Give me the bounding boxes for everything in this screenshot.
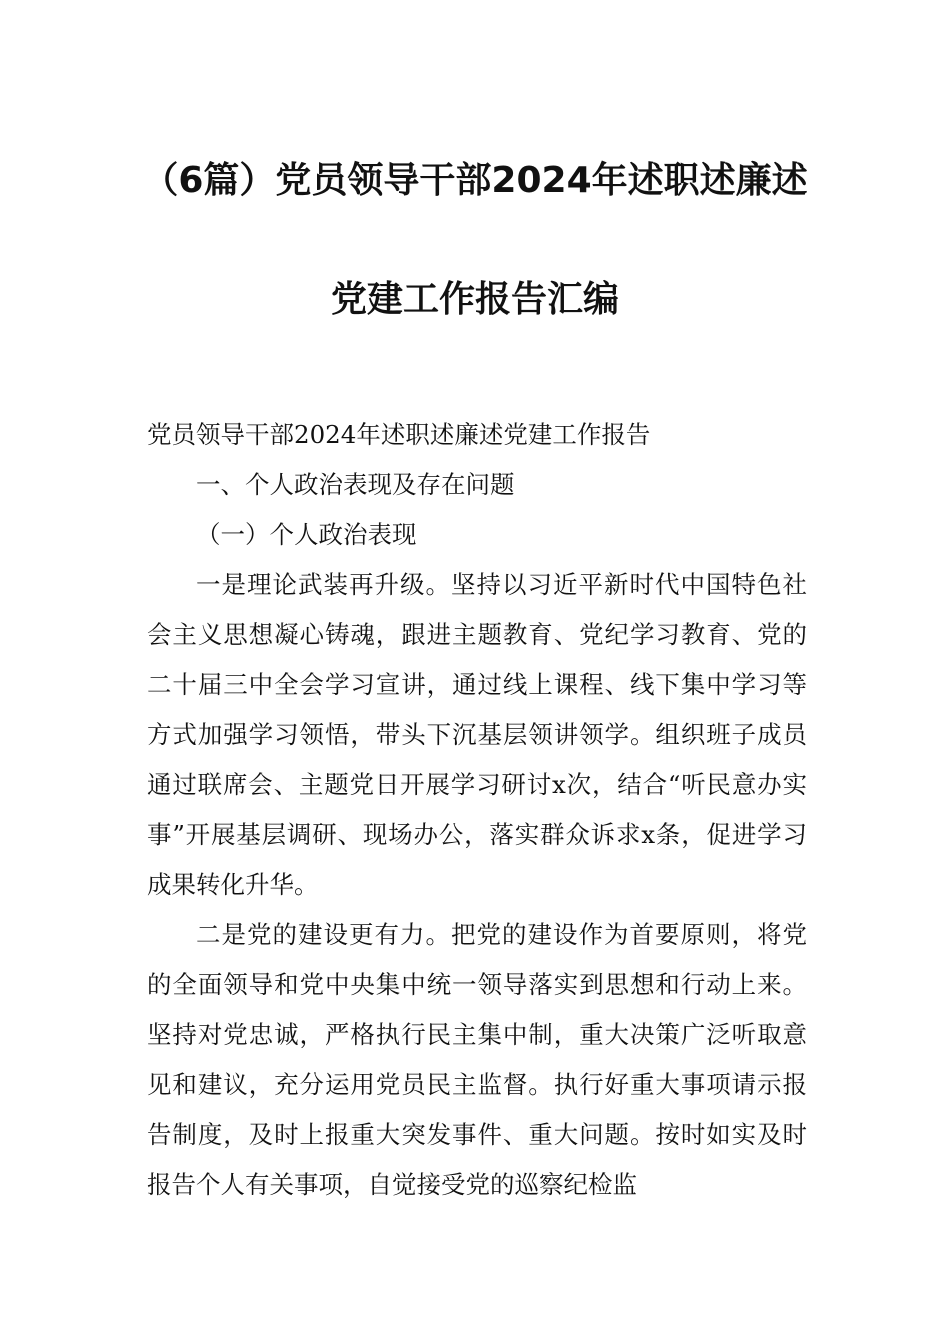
section-heading: 一、个人政治表现及存在问题 <box>196 470 515 499</box>
document-title-line-1: （6篇）党员领导干部2024年述职述廉述 <box>142 160 808 201</box>
document-title-line-2: 党建工作报告汇编 <box>330 279 619 320</box>
report-subtitle: 党员领导干部2024年述职述廉述党建工作报告 <box>147 420 651 449</box>
subsection-heading: （一）个人政治表现 <box>196 520 417 549</box>
body-paragraph-1: 一是理论武装再升级。坚持以习近平新时代中国特色社会主义思想凝心铸魂，跟进主题教育、党纪学习教育、党的二十届三中全会学习宣讲，通过线上课程、线下集中学习等方式加强学习领悟，带头下沉基层领讲领学。组织班子成员通过联席会、主题党日开展学习研讨x次，结合“听民意办实事”开展基层调研、现场办公，落实群众诉求x条，促进学习成果转化升华。 <box>147 570 807 899</box>
document-body <box>147 410 807 1210</box>
body-paragraph-2: 二是党的建设更有力。把党的建设作为首要原则，将党的全面领导和党中央集中统一领导落实到思想和行动上来。坚持对党忠诚，严格执行民主集中制，重大决策广泛听取意见和建议，充分运用党员民主监督。执行好重大事项请示报告制度，及时上报重大突发事件、重大问题。按时如实及时报告个人有关事项，自觉接受党的巡察纪检监 <box>147 920 807 1199</box>
